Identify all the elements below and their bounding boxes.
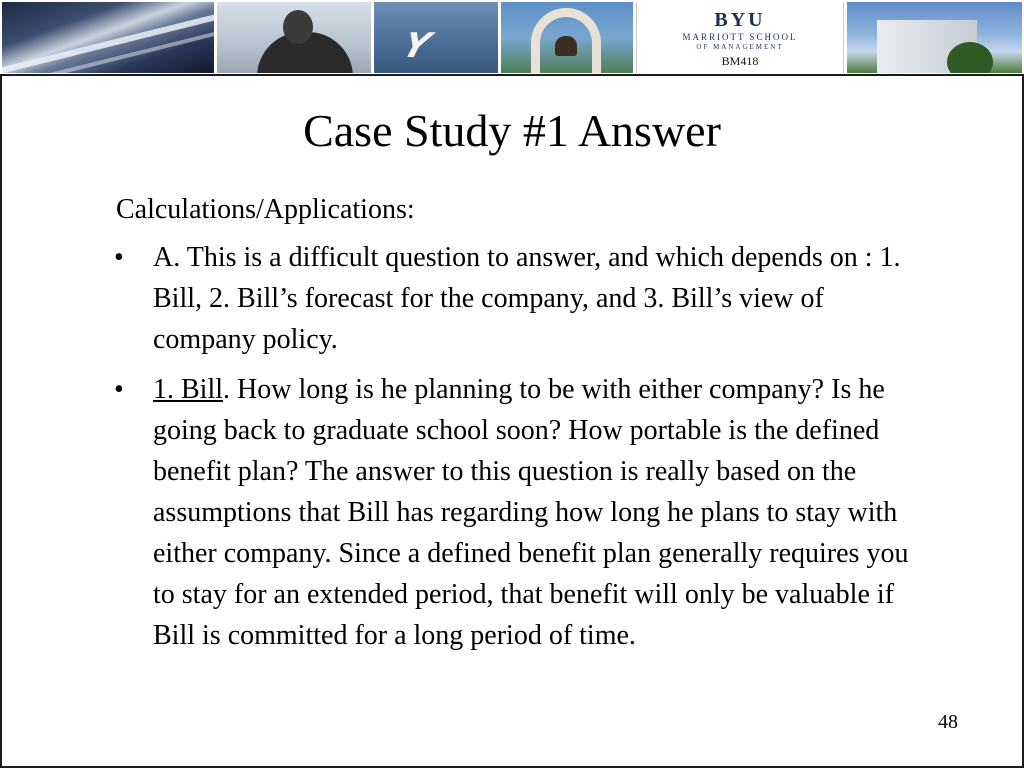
slide-title: Case Study #1 Answer [303, 105, 721, 156]
statue-photo [217, 2, 371, 73]
steel-building-photo [2, 2, 214, 73]
bullet-item-a [114, 237, 914, 360]
header-banner [0, 0, 1024, 76]
bullet-marker: • [114, 374, 124, 405]
bell-icon [555, 36, 577, 56]
campus-building-photo [847, 2, 1022, 73]
statue-head [283, 10, 313, 44]
tree-graphic [947, 42, 993, 73]
bullet-list [114, 237, 914, 665]
school-subname: OF MANAGEMENT [696, 43, 784, 51]
section-label: Calculations/Applications: [116, 194, 415, 225]
bullet-text: . How long is he planning to be with either company? Is he going back to graduate school soon? How portable is the defined benefit plan? The answer to this question is really based on the assumptions that Bill has regarding how long he plans to stay with either company. Since a defined benefit plan generally requires you to stay for an extended period, that benefit will only be valuable if Bill is committed for a long period of time. [153, 374, 909, 651]
byu-logo-text: BYU [714, 9, 766, 31]
school-name: MARRIOTT SCHOOL [682, 32, 798, 42]
y-mark-graphic: Y [397, 26, 436, 66]
page-number: 48 [938, 711, 958, 733]
bell-tower-photo [501, 2, 633, 73]
byu-marriott-logo [636, 2, 844, 73]
bullet-text: A. This is a difficult question to answer, and which depends on : 1. Bill, 2. Bill’s forecast for the company, and 3. Bill’s view of company policy. [153, 242, 901, 355]
bullet-lead-label: 1. Bill [153, 374, 224, 405]
y-mountain-photo [374, 2, 498, 73]
bullet-marker: • [114, 242, 124, 273]
bullet-item-bill [114, 369, 914, 656]
course-code: BM418 [721, 54, 759, 68]
